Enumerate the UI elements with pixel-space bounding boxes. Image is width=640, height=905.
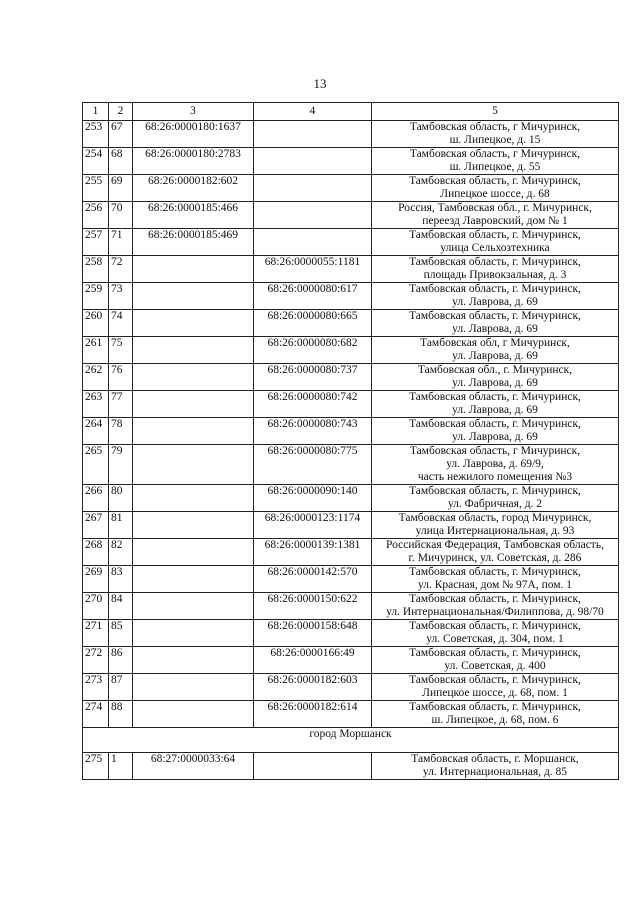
address-line: улица Интернациональная, д. 93 bbox=[415, 525, 575, 537]
cadastral-number-cell bbox=[133, 566, 254, 593]
cadastral-number-2-cell: 68:26:0000080:775 bbox=[254, 445, 372, 485]
cadastral-number-2-cell: 68:26:0000080:682 bbox=[254, 337, 372, 364]
cadastral-number-2-cell bbox=[254, 753, 372, 780]
column-header-4: 4 bbox=[254, 103, 372, 121]
address-cell bbox=[372, 674, 619, 701]
cadastral-number-cell bbox=[133, 512, 254, 539]
address-cell bbox=[372, 566, 619, 593]
table-row bbox=[83, 337, 619, 364]
cadastral-number-2-cell bbox=[254, 229, 372, 256]
address-line: Тамбовская область, г. Мичуринск, bbox=[409, 620, 581, 632]
address-line: улица Сельхозтехника bbox=[440, 242, 550, 254]
address-cell bbox=[372, 256, 619, 283]
row-subnumber-cell: 86 bbox=[109, 647, 133, 674]
address-line: Тамбовская область, г. Мичуринск, bbox=[409, 310, 581, 322]
row-subnumber-cell: 74 bbox=[109, 310, 133, 337]
table-body-morshansk bbox=[83, 753, 619, 780]
cadastral-number-cell bbox=[133, 647, 254, 674]
row-subnumber-cell: 75 bbox=[109, 337, 133, 364]
row-subnumber-cell: 71 bbox=[109, 229, 133, 256]
row-number-cell: 265 bbox=[83, 445, 109, 485]
address-line: ул. Лаврова, д. 69 bbox=[452, 431, 538, 443]
address-cell bbox=[372, 283, 619, 310]
row-subnumber-cell: 72 bbox=[109, 256, 133, 283]
address-cell bbox=[372, 121, 619, 148]
table-row bbox=[83, 148, 619, 175]
row-subnumber-cell: 82 bbox=[109, 539, 133, 566]
address-line: Тамбовская область, г Мичуринск, bbox=[409, 121, 581, 133]
address-cell bbox=[372, 445, 619, 485]
address-line: Тамбовская область, г. Мичуринск, bbox=[409, 283, 581, 295]
cadastral-number-2-cell: 68:26:0000139:1381 bbox=[254, 539, 372, 566]
address-cell bbox=[372, 310, 619, 337]
row-subnumber-cell: 78 bbox=[109, 418, 133, 445]
address-line: Тамбовская область, г. Мичуринск, bbox=[409, 701, 581, 713]
row-number-cell: 253 bbox=[83, 121, 109, 148]
column-header-2: 2 bbox=[109, 103, 133, 121]
address-line: ул. Лаврова, д. 69 bbox=[452, 404, 538, 416]
table-body-michurinsk bbox=[83, 121, 619, 728]
address-cell bbox=[372, 647, 619, 674]
row-subnumber-cell: 88 bbox=[109, 701, 133, 728]
row-subnumber-cell: 84 bbox=[109, 593, 133, 620]
row-subnumber-cell: 85 bbox=[109, 620, 133, 647]
cadastral-number-cell bbox=[133, 620, 254, 647]
address-line: Тамбовская обл, г Мичуринск, bbox=[420, 337, 570, 349]
register-table bbox=[82, 102, 619, 780]
address-line: Тамбовская область, г. Мичуринск, bbox=[409, 674, 581, 686]
table-row bbox=[83, 485, 619, 512]
cadastral-number-2-cell: 68:26:0000158:648 bbox=[254, 620, 372, 647]
address-line: Тамбовская область, г. Мичуринск, bbox=[409, 647, 581, 659]
cadastral-number-2-cell: 68:26:0000080:665 bbox=[254, 310, 372, 337]
cadastral-number-2-cell: 68:26:0000142:570 bbox=[254, 566, 372, 593]
cadastral-number-cell bbox=[133, 391, 254, 418]
row-number-cell: 267 bbox=[83, 512, 109, 539]
row-number-cell: 271 bbox=[83, 620, 109, 647]
header-row bbox=[83, 103, 619, 121]
table-row bbox=[83, 256, 619, 283]
address-line: Тамбовская область, г. Моршанск, bbox=[411, 753, 579, 765]
cadastral-number-cell bbox=[133, 485, 254, 512]
address-line: ул. Советская, д. 400 bbox=[444, 660, 546, 672]
table-row bbox=[83, 229, 619, 256]
table-row bbox=[83, 647, 619, 674]
address-line: ш. Липецкое, д. 15 bbox=[449, 134, 541, 146]
row-subnumber-cell: 68 bbox=[109, 148, 133, 175]
address-cell bbox=[372, 539, 619, 566]
address-line: Тамбовская область, г. Мичуринск, bbox=[409, 175, 581, 187]
cadastral-number-2-cell: 68:26:0000055:1181 bbox=[254, 256, 372, 283]
row-number-cell: 259 bbox=[83, 283, 109, 310]
row-number-cell: 263 bbox=[83, 391, 109, 418]
cadastral-number-2-cell: 68:26:0000090:140 bbox=[254, 485, 372, 512]
table-row bbox=[83, 753, 619, 780]
table-row bbox=[83, 418, 619, 445]
cadastral-number-2-cell: 68:26:0000080:737 bbox=[254, 364, 372, 391]
row-subnumber-cell: 73 bbox=[109, 283, 133, 310]
row-subnumber-cell: 87 bbox=[109, 674, 133, 701]
address-line: ул. Лаврова, д. 69 bbox=[452, 296, 538, 308]
cadastral-number-cell: 68:26:0000185:469 bbox=[133, 229, 254, 256]
table-row bbox=[83, 593, 619, 620]
cadastral-number-cell bbox=[133, 593, 254, 620]
address-line: Липецкое шоссе, д. 68, пом. 1 bbox=[422, 687, 568, 699]
cadastral-number-cell bbox=[133, 256, 254, 283]
address-cell bbox=[372, 391, 619, 418]
address-line: Тамбовская область, город Мичуринск, bbox=[398, 512, 592, 524]
table-row bbox=[83, 701, 619, 728]
address-line: Липецкое шоссе, д. 68 bbox=[440, 188, 550, 200]
row-number-cell: 261 bbox=[83, 337, 109, 364]
cadastral-number-2-cell bbox=[254, 121, 372, 148]
address-line: переезд Лавровский, дом № 1 bbox=[422, 215, 568, 227]
table-row bbox=[83, 674, 619, 701]
row-number-cell: 268 bbox=[83, 539, 109, 566]
cadastral-number-cell bbox=[133, 364, 254, 391]
cadastral-number-2-cell: 68:26:0000150:622 bbox=[254, 593, 372, 620]
cadastral-number-cell bbox=[133, 445, 254, 485]
cadastral-number-2-cell: 68:26:0000166:49 bbox=[254, 647, 372, 674]
address-line: Тамбовская область, г. Мичуринск, bbox=[409, 418, 581, 430]
row-number-cell: 275 bbox=[83, 753, 109, 780]
address-cell bbox=[372, 337, 619, 364]
address-cell bbox=[372, 229, 619, 256]
row-number-cell: 256 bbox=[83, 202, 109, 229]
cadastral-number-cell bbox=[133, 701, 254, 728]
section-title: город Моршанск bbox=[83, 728, 619, 753]
address-line: ш. Липецкое, д. 55 bbox=[449, 161, 541, 173]
cadastral-number-2-cell: 68:26:0000080:743 bbox=[254, 418, 372, 445]
address-line: Тамбовская область, г Мичуринск, bbox=[409, 148, 581, 160]
address-line: ул. Советская, д. 304, пом. 1 bbox=[426, 633, 564, 645]
address-line: площадь Привокзальная, д. 3 bbox=[423, 269, 567, 281]
address-line: ш. Липецкое, д. 68, пом. 6 bbox=[431, 714, 559, 726]
address-line: Тамбовская область, г. Мичуринск, bbox=[409, 256, 581, 268]
address-line: Тамбовская область, г. Мичуринск, bbox=[409, 593, 581, 605]
row-number-cell: 270 bbox=[83, 593, 109, 620]
section-row bbox=[83, 728, 619, 753]
cadastral-number-2-cell bbox=[254, 202, 372, 229]
address-line: ул. Лаврова, д. 69 bbox=[452, 350, 538, 362]
column-header-1: 1 bbox=[83, 103, 109, 121]
address-cell bbox=[372, 175, 619, 202]
cadastral-number-cell bbox=[133, 310, 254, 337]
page-number: 13 bbox=[313, 76, 327, 91]
table-row bbox=[83, 566, 619, 593]
address-line: Россия, Тамбовская обл., г. Мичуринск, bbox=[398, 202, 592, 214]
row-number-cell: 272 bbox=[83, 647, 109, 674]
row-number-cell: 262 bbox=[83, 364, 109, 391]
table-header bbox=[83, 103, 619, 121]
row-subnumber-cell: 70 bbox=[109, 202, 133, 229]
table-row bbox=[83, 364, 619, 391]
cadastral-number-2-cell: 68:26:0000080:617 bbox=[254, 283, 372, 310]
column-header-5: 5 bbox=[372, 103, 619, 121]
cadastral-number-cell: 68:26:0000182:602 bbox=[133, 175, 254, 202]
address-cell bbox=[372, 202, 619, 229]
address-cell bbox=[372, 364, 619, 391]
cadastral-number-cell: 68:27:0000033:64 bbox=[133, 753, 254, 780]
address-line: г. Мичуринск, ул. Советская, д. 286 bbox=[408, 552, 582, 564]
address-cell bbox=[372, 701, 619, 728]
cadastral-number-2-cell bbox=[254, 175, 372, 202]
table-row bbox=[83, 512, 619, 539]
address-line: Тамбовская обл., г. Мичуринск, bbox=[417, 364, 573, 376]
row-subnumber-cell: 76 bbox=[109, 364, 133, 391]
cadastral-number-2-cell: 68:26:0000080:742 bbox=[254, 391, 372, 418]
row-number-cell: 264 bbox=[83, 418, 109, 445]
address-line: ул. Интернациональная/Филиппова, д. 98/70 bbox=[386, 606, 604, 618]
address-cell bbox=[372, 512, 619, 539]
table-row bbox=[83, 202, 619, 229]
address-line: часть нежилого помещения №3 bbox=[417, 471, 573, 483]
row-subnumber-cell: 81 bbox=[109, 512, 133, 539]
row-subnumber-cell: 77 bbox=[109, 391, 133, 418]
row-subnumber-cell: 1 bbox=[109, 753, 133, 780]
row-number-cell: 254 bbox=[83, 148, 109, 175]
address-cell bbox=[372, 753, 619, 780]
address-line: ул. Лаврова, д. 69 bbox=[452, 377, 538, 389]
address-line: ул. Красная, дом № 97А, пом. 1 bbox=[417, 579, 573, 591]
cadastral-number-cell bbox=[133, 337, 254, 364]
cadastral-number-cell bbox=[133, 674, 254, 701]
address-cell bbox=[372, 418, 619, 445]
address-line: ул. Фабричная, д. 2 bbox=[447, 498, 543, 510]
cadastral-number-2-cell bbox=[254, 148, 372, 175]
table-row bbox=[83, 283, 619, 310]
address-line: Тамбовская область, г. Мичуринск, bbox=[409, 229, 581, 241]
row-subnumber-cell: 79 bbox=[109, 445, 133, 485]
address-cell bbox=[372, 148, 619, 175]
table-row bbox=[83, 175, 619, 202]
cadastral-number-2-cell: 68:26:0000182:603 bbox=[254, 674, 372, 701]
address-line: Тамбовская область, г Мичуринск, bbox=[409, 445, 581, 457]
table-row bbox=[83, 121, 619, 148]
row-subnumber-cell: 69 bbox=[109, 175, 133, 202]
row-number-cell: 258 bbox=[83, 256, 109, 283]
cadastral-number-cell: 68:26:0000180:1637 bbox=[133, 121, 254, 148]
address-line: Тамбовская область, г. Мичуринск, bbox=[409, 566, 581, 578]
cadastral-number-cell bbox=[133, 418, 254, 445]
table-row bbox=[83, 310, 619, 337]
address-line: ул. Лаврова, д. 69/9, bbox=[446, 458, 544, 470]
row-number-cell: 273 bbox=[83, 674, 109, 701]
table-row bbox=[83, 620, 619, 647]
row-subnumber-cell: 67 bbox=[109, 121, 133, 148]
cadastral-number-cell: 68:26:0000180:2783 bbox=[133, 148, 254, 175]
row-number-cell: 257 bbox=[83, 229, 109, 256]
cadastral-number-cell bbox=[133, 539, 254, 566]
row-number-cell: 266 bbox=[83, 485, 109, 512]
row-number-cell: 255 bbox=[83, 175, 109, 202]
address-line: Тамбовская область, г. Мичуринск, bbox=[409, 485, 581, 497]
table-row bbox=[83, 445, 619, 485]
table-row bbox=[83, 539, 619, 566]
address-line: ул. Интернациональная, д. 85 bbox=[422, 766, 568, 778]
row-subnumber-cell: 80 bbox=[109, 485, 133, 512]
table-section bbox=[83, 728, 619, 753]
table-row bbox=[83, 391, 619, 418]
address-cell bbox=[372, 485, 619, 512]
address-cell bbox=[372, 593, 619, 620]
cadastral-number-cell: 68:26:0000185:466 bbox=[133, 202, 254, 229]
address-line: Российская Федерация, Тамбовская область, bbox=[386, 539, 604, 551]
cadastral-number-2-cell: 68:26:0000123:1174 bbox=[254, 512, 372, 539]
cadastral-number-cell bbox=[133, 283, 254, 310]
address-cell bbox=[372, 620, 619, 647]
row-subnumber-cell: 83 bbox=[109, 566, 133, 593]
cadastral-number-2-cell: 68:26:0000182:614 bbox=[254, 701, 372, 728]
column-header-3: 3 bbox=[133, 103, 254, 121]
row-number-cell: 260 bbox=[83, 310, 109, 337]
address-line: ул. Лаврова, д. 69 bbox=[452, 323, 538, 335]
address-line: Тамбовская область, г. Мичуринск, bbox=[409, 391, 581, 403]
row-number-cell: 269 bbox=[83, 566, 109, 593]
row-number-cell: 274 bbox=[83, 701, 109, 728]
